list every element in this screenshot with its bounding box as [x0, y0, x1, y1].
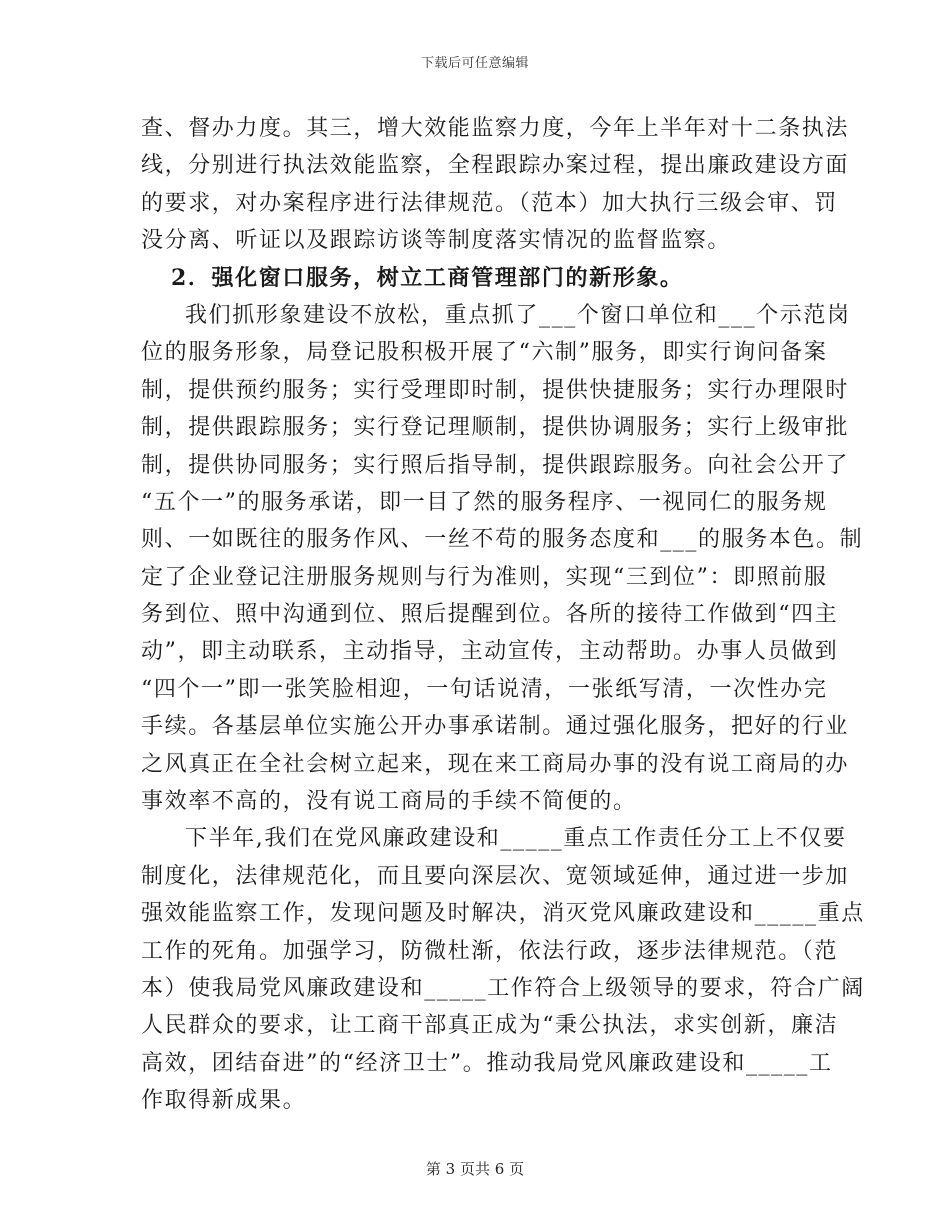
- text-line: 手续。各基层单位实施公开办事承诺制。通过强化服务，把好的行业: [141, 714, 850, 740]
- text-line: 强效能监察工作，发现问题及时解决，消灭党风廉政建设和_____重点: [141, 901, 865, 927]
- text-line: 本）使我局党风廉政建设和_____工作符合上级领导的要求，符合广阔: [141, 975, 865, 1001]
- text-line: 制，提供协同服务；实行照后指导制，提供跟踪服务。向社会公开了: [141, 452, 850, 478]
- text-line: “五个一”的服务承诺，即一目了然的服务程序、一视同仁的服务规: [141, 489, 828, 515]
- text-line: 务到位、照中沟通到位、照后提醒到位。各所的接待工作做到“四主: [141, 602, 839, 628]
- text-line: 动”，即主动联系，主动指导，主动宣传，主动帮助。办事人员做到: [141, 639, 839, 665]
- text-line: 高效，团结奋进”的“经济卫士”。推动我局党风廉政建设和_____工: [141, 1050, 833, 1076]
- text-line: 位的服务形象，局登记股积极开展了“六制”服务，即实行询问备案: [141, 340, 828, 366]
- text-line: 线，分别进行执法效能监察，全程跟踪办案过程，提出廉政建设方面: [141, 153, 850, 179]
- text-line: 人民群众的要求，让工商干部真正成为“秉公执法，求实创新，廉洁: [141, 1013, 839, 1039]
- paragraph-second-half: [141, 820, 865, 1119]
- text-line: 工作的死角。加强学习，防微杜渐，依法行政，逐步法律规范。（范: [141, 938, 839, 964]
- text-line: 作取得新成果。: [141, 1088, 307, 1114]
- running-header: 下载后可任意编辑: [420, 56, 529, 71]
- text-line: 的要求，对办案程序进行法律规范。（范本）加大执行三级会审、罚: [141, 190, 839, 216]
- heading-line: 2．强化窗口服务，树立工商管理部门的新形象。: [171, 264, 684, 291]
- section-heading: [141, 260, 811, 297]
- text-line: 查、督办力度。其三，增大效能监察力度，今年上半年对十二条执法: [141, 116, 850, 141]
- document-body: [141, 110, 865, 1120]
- text-line: 制，提供预约服务；实行受理即时制，提供快捷服务；实行办理限时: [141, 377, 850, 403]
- text-line: 制度化，法律规范化，而且要向深层次、宽领域延伸，通过进一步加: [141, 863, 850, 889]
- text-line: 则、一如既往的服务作风、一丝不苟的服务态度和___的服务本色。制: [141, 527, 864, 553]
- paragraph-service-image: [141, 297, 864, 820]
- text-line: 事效率不高的，没有说工商局的手续不简便的。: [141, 789, 637, 815]
- text-line: 定了企业登记注册服务规则与行为准则，实现“三到位”：即照前服: [141, 564, 828, 590]
- page-number: 第 3 页共 6 页: [425, 1160, 525, 1178]
- text-line: 没分离、听证以及跟踪访谈等制度落实情况的监督监察。: [141, 228, 732, 254]
- text-line: 下半年,我们在党风廉政建设和_____重点工作责任分工上不仅要: [185, 826, 847, 852]
- text-line: 我们抓形象建设不放松，重点抓了___个窗口单位和___个示范岗: [185, 302, 851, 328]
- text-line: “四个一”即一张笑脸相迎，一句话说清，一张纸写清，一次性办完: [141, 676, 828, 702]
- text-line: 制，提供跟踪服务；实行登记理顺制，提供协调服务；实行上级审批: [141, 415, 850, 441]
- text-line: 之风真正在全社会树立起来，现在来工商局办事的没有说工商局的办: [141, 751, 850, 777]
- paragraph-continuation: [141, 110, 850, 260]
